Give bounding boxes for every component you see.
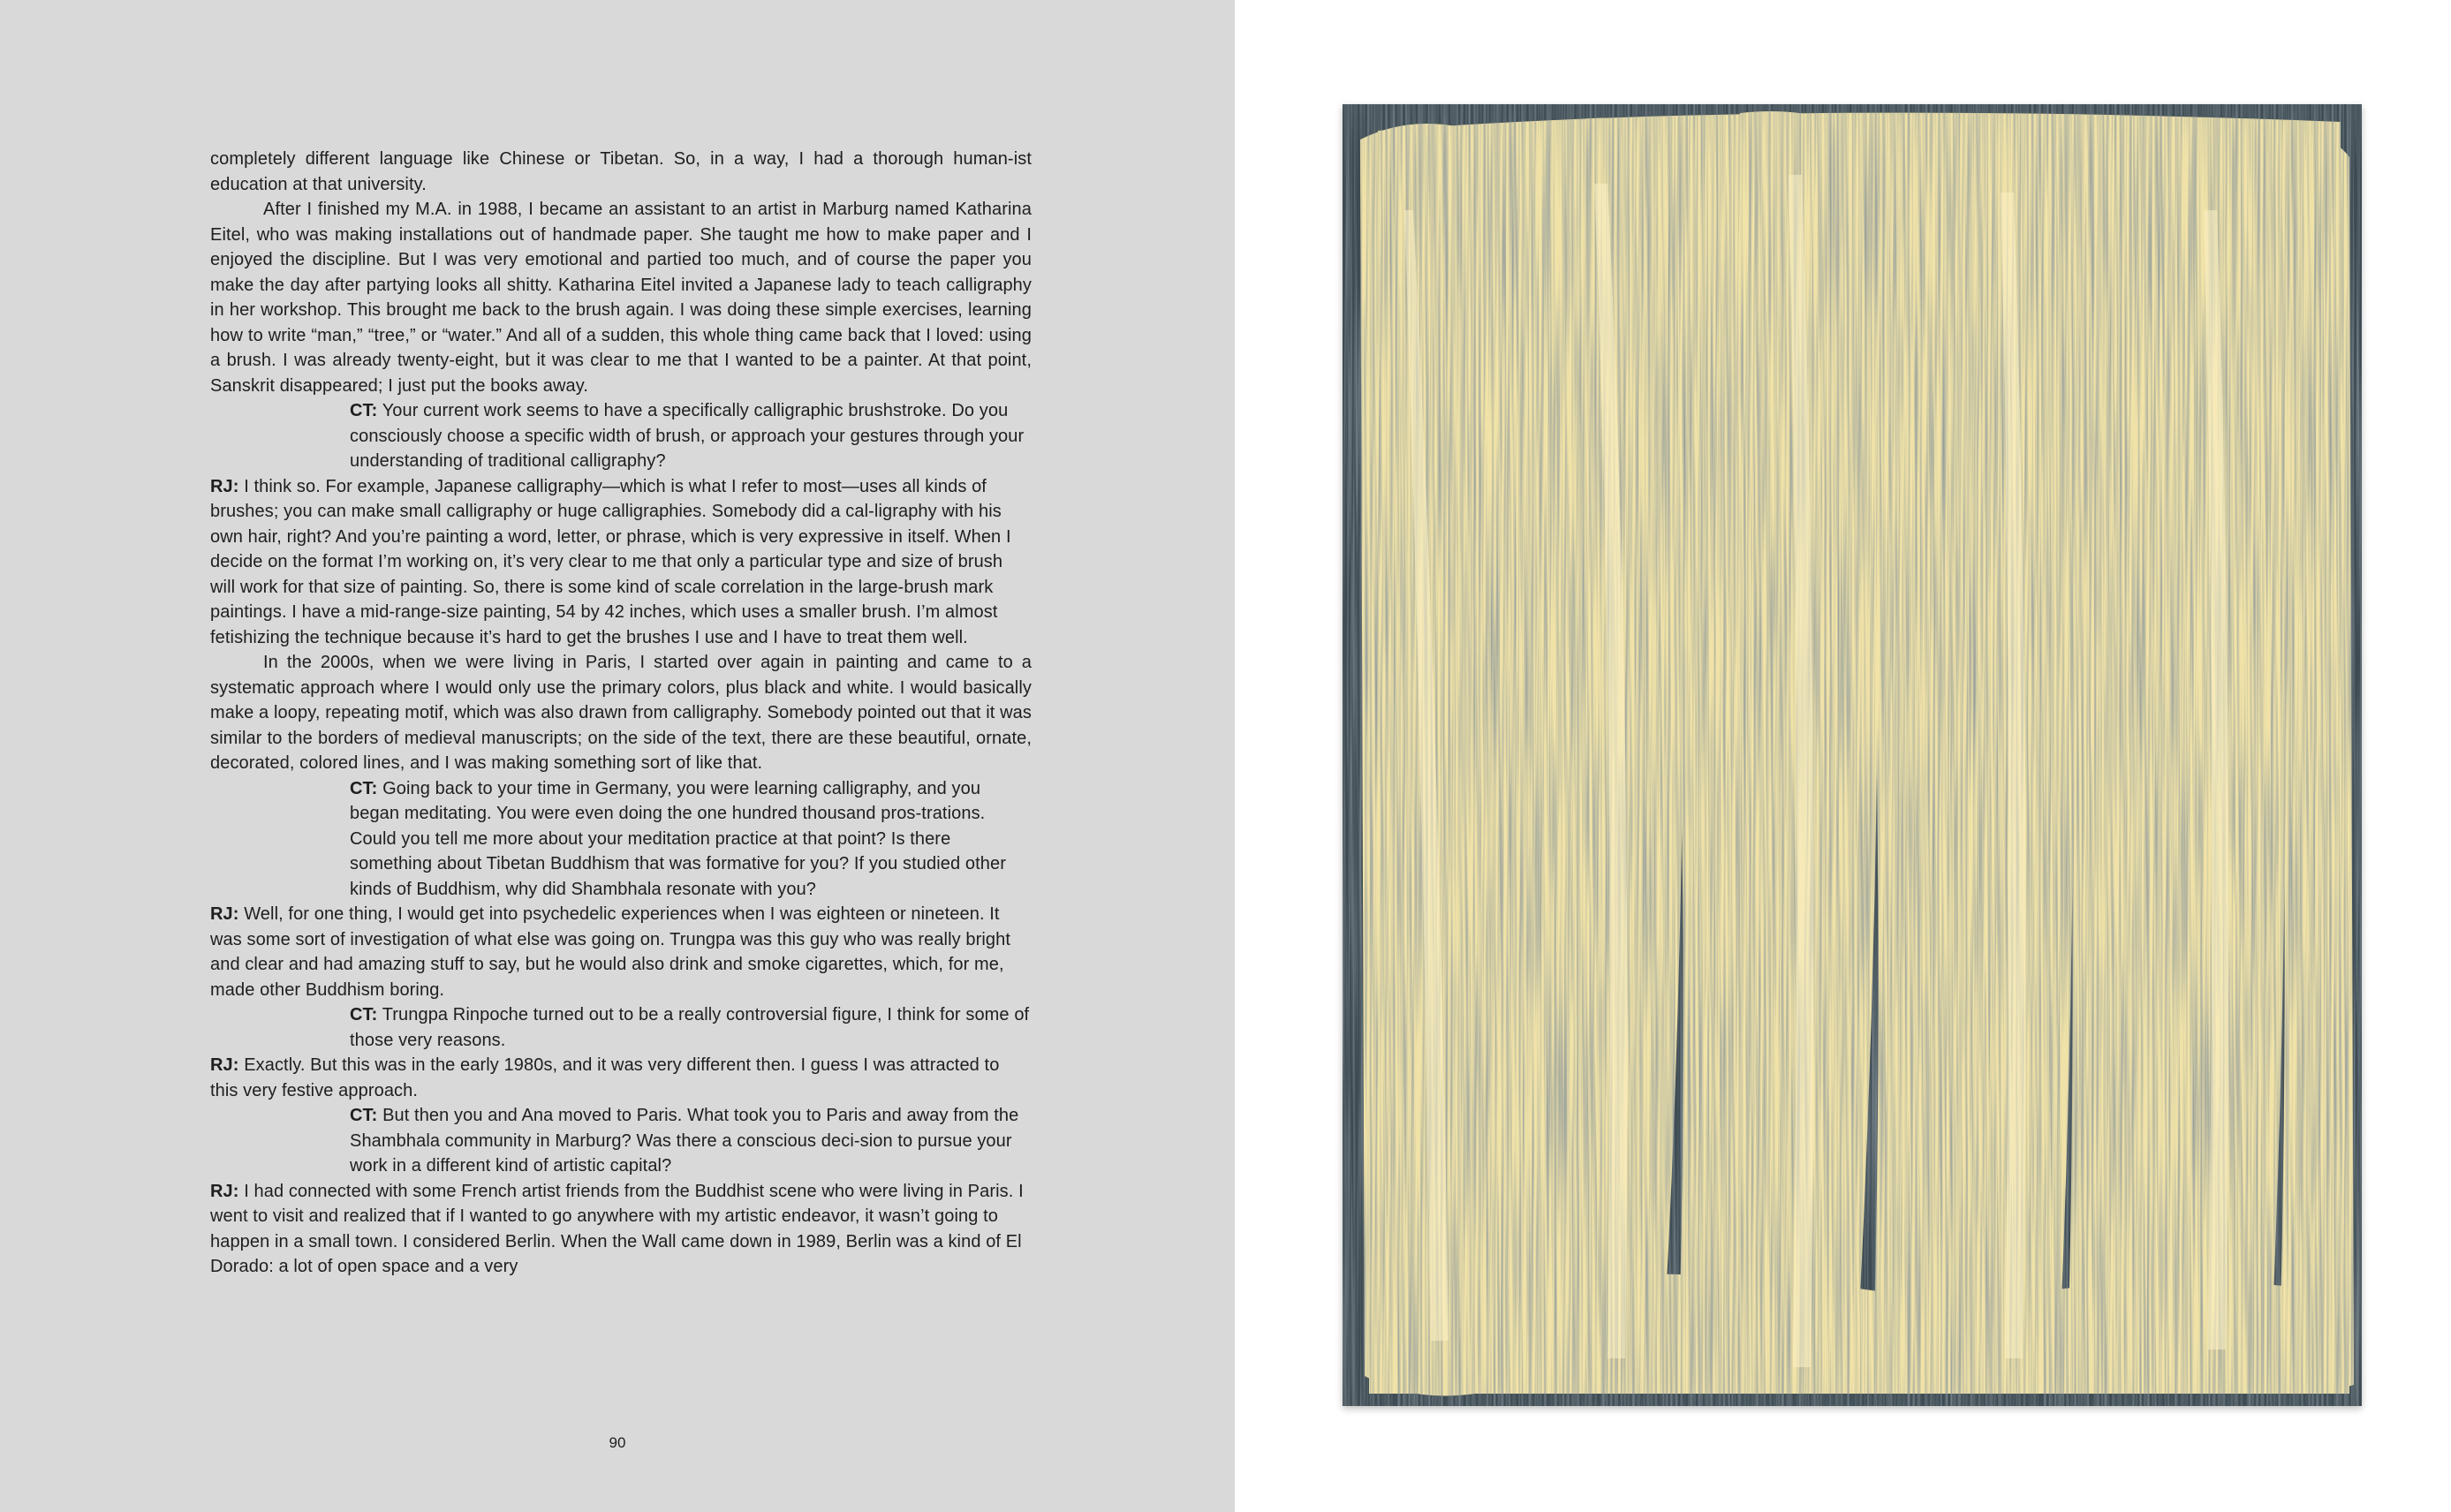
question-4: CT: But then you and Ana moved to Paris. What took you to Paris and away from the Shambhala community in Marburg? Was there a conscious deci-sion to pursue your work in a different kind of artistic capital?: [350, 1106, 1019, 1176]
answer-2: RJ: Well, for one thing, I would get into psychedelic experiences when I was eighteen or nineteen. It was some sort of investigation of what else was going on. Trungpa was this guy who was really bright and clear and had amazing stuff to say, but he would also drink and smoke cigarettes, which, for me, made other Buddhism boring.: [210, 904, 1011, 1000]
speaker-rj: RJ:: [210, 1055, 239, 1075]
speaker-rj: RJ:: [210, 904, 239, 924]
paragraph-2: After I finished my M.A. in 1988, I became an assistant to an artist in Marburg named Katharina Eitel, who was making installations out of handmade paper. She taught me how to make paper and I enjoyed the discipline. But I was very emotional and partied too much, and of course the paper you make the day after partying looks all shitty. Katharina Eitel invited a Japanese lady to teach calligraphy in her workshop. This brought me back to the brush again. I was doing these simple exercises, learning how to write “man,” “tree,” or “water.” And all of a sudden, this whole thing came back that I loved: using a brush. I was already twenty-eight, but it was clear to me that I wanted to be a painter. At that point, Sanskrit disappeared; I just put the books away.: [210, 200, 1032, 396]
artwork-painting: [1343, 104, 2362, 1406]
answer-4: RJ: I had connected with some French artist friends from the Buddhist scene who were living in Paris. I went to visit and realized that if I wanted to go anywhere with my artistic endeavor, it wasn’t going to happen in a small town. I considered Berlin. When the Wall came down in 1989, Berlin was a kind of El Dorado: a lot of open space and a very: [210, 1181, 1024, 1276]
speaker-ct: CT:: [350, 1005, 378, 1024]
interview-text: [210, 147, 1032, 1280]
page-number: 90: [609, 1434, 626, 1451]
answer-3: RJ: Exactly. But this was in the early 1980s, and it was very different then. I guess I was attracted to this very festive approach.: [210, 1055, 1000, 1100]
question-2: CT: Going back to your time in Germany, you were learning calligraphy, and you began meditating. You were even doing the one hundred thousand pros-trations. Could you tell me more about your meditation practice at that point? Is there something about Tibetan Buddhism that was formative for you? If you studied other kinds of Buddhism, why did Shambhala resonate with you?: [350, 778, 1006, 899]
question-1: CT: Your current work seems to have a specifically calligraphic brushstroke. Do you consciously choose a specific width of brush, or approach your gestures through your understanding of traditional calligraphy?: [350, 401, 1025, 471]
paragraph-3: In the 2000s, when we were living in Paris, I started over again in painting and came to a systematic approach where I would only use the primary colors, plus black and white. I would basically make a loopy, repeating motif, which was also drawn from calligraphy. Somebody pointed out that it was similar to the borders of medieval manuscripts; on the side of the text, there are these beautiful, ornate, decorated, colored lines, and I was making something sort of like that.: [210, 653, 1032, 773]
speaker-rj: RJ:: [210, 476, 239, 496]
painting-image: [1343, 104, 2362, 1406]
speaker-rj: RJ:: [210, 1181, 239, 1201]
answer-1: RJ: I think so. For example, Japanese calligraphy—which is what I refer to most—uses all kinds of brushes; you can make small calligraphy or huge calligraphies. Somebody did a cal-ligraphy with his own hair, right? And you’re painting a word, letter, or phrase, which is very expressive in itself. When I decide on the format I’m working on, it’s very clear to me that only a particular type and size of brush will work for that size of painting. So, there is some kind of scale correlation in the large-brush mark paintings. I have a mid-range-size painting, 54 by 42 inches, which uses a smaller brush. I’m almost fetishizing the technique because it’s hard to get the brushes I use and I have to treat them well.: [210, 476, 1011, 647]
speaker-ct: CT:: [350, 401, 378, 420]
speaker-ct: CT:: [350, 778, 378, 798]
speaker-ct: CT:: [350, 1106, 378, 1125]
question-3: CT: Trungpa Rinpoche turned out to be a really controversial figure, I think for some of those very reasons.: [350, 1005, 1030, 1050]
paragraph-1: completely different language like Chinese or Tibetan. So, in a way, I had a thorough human-ist education at that university.: [210, 149, 1032, 194]
